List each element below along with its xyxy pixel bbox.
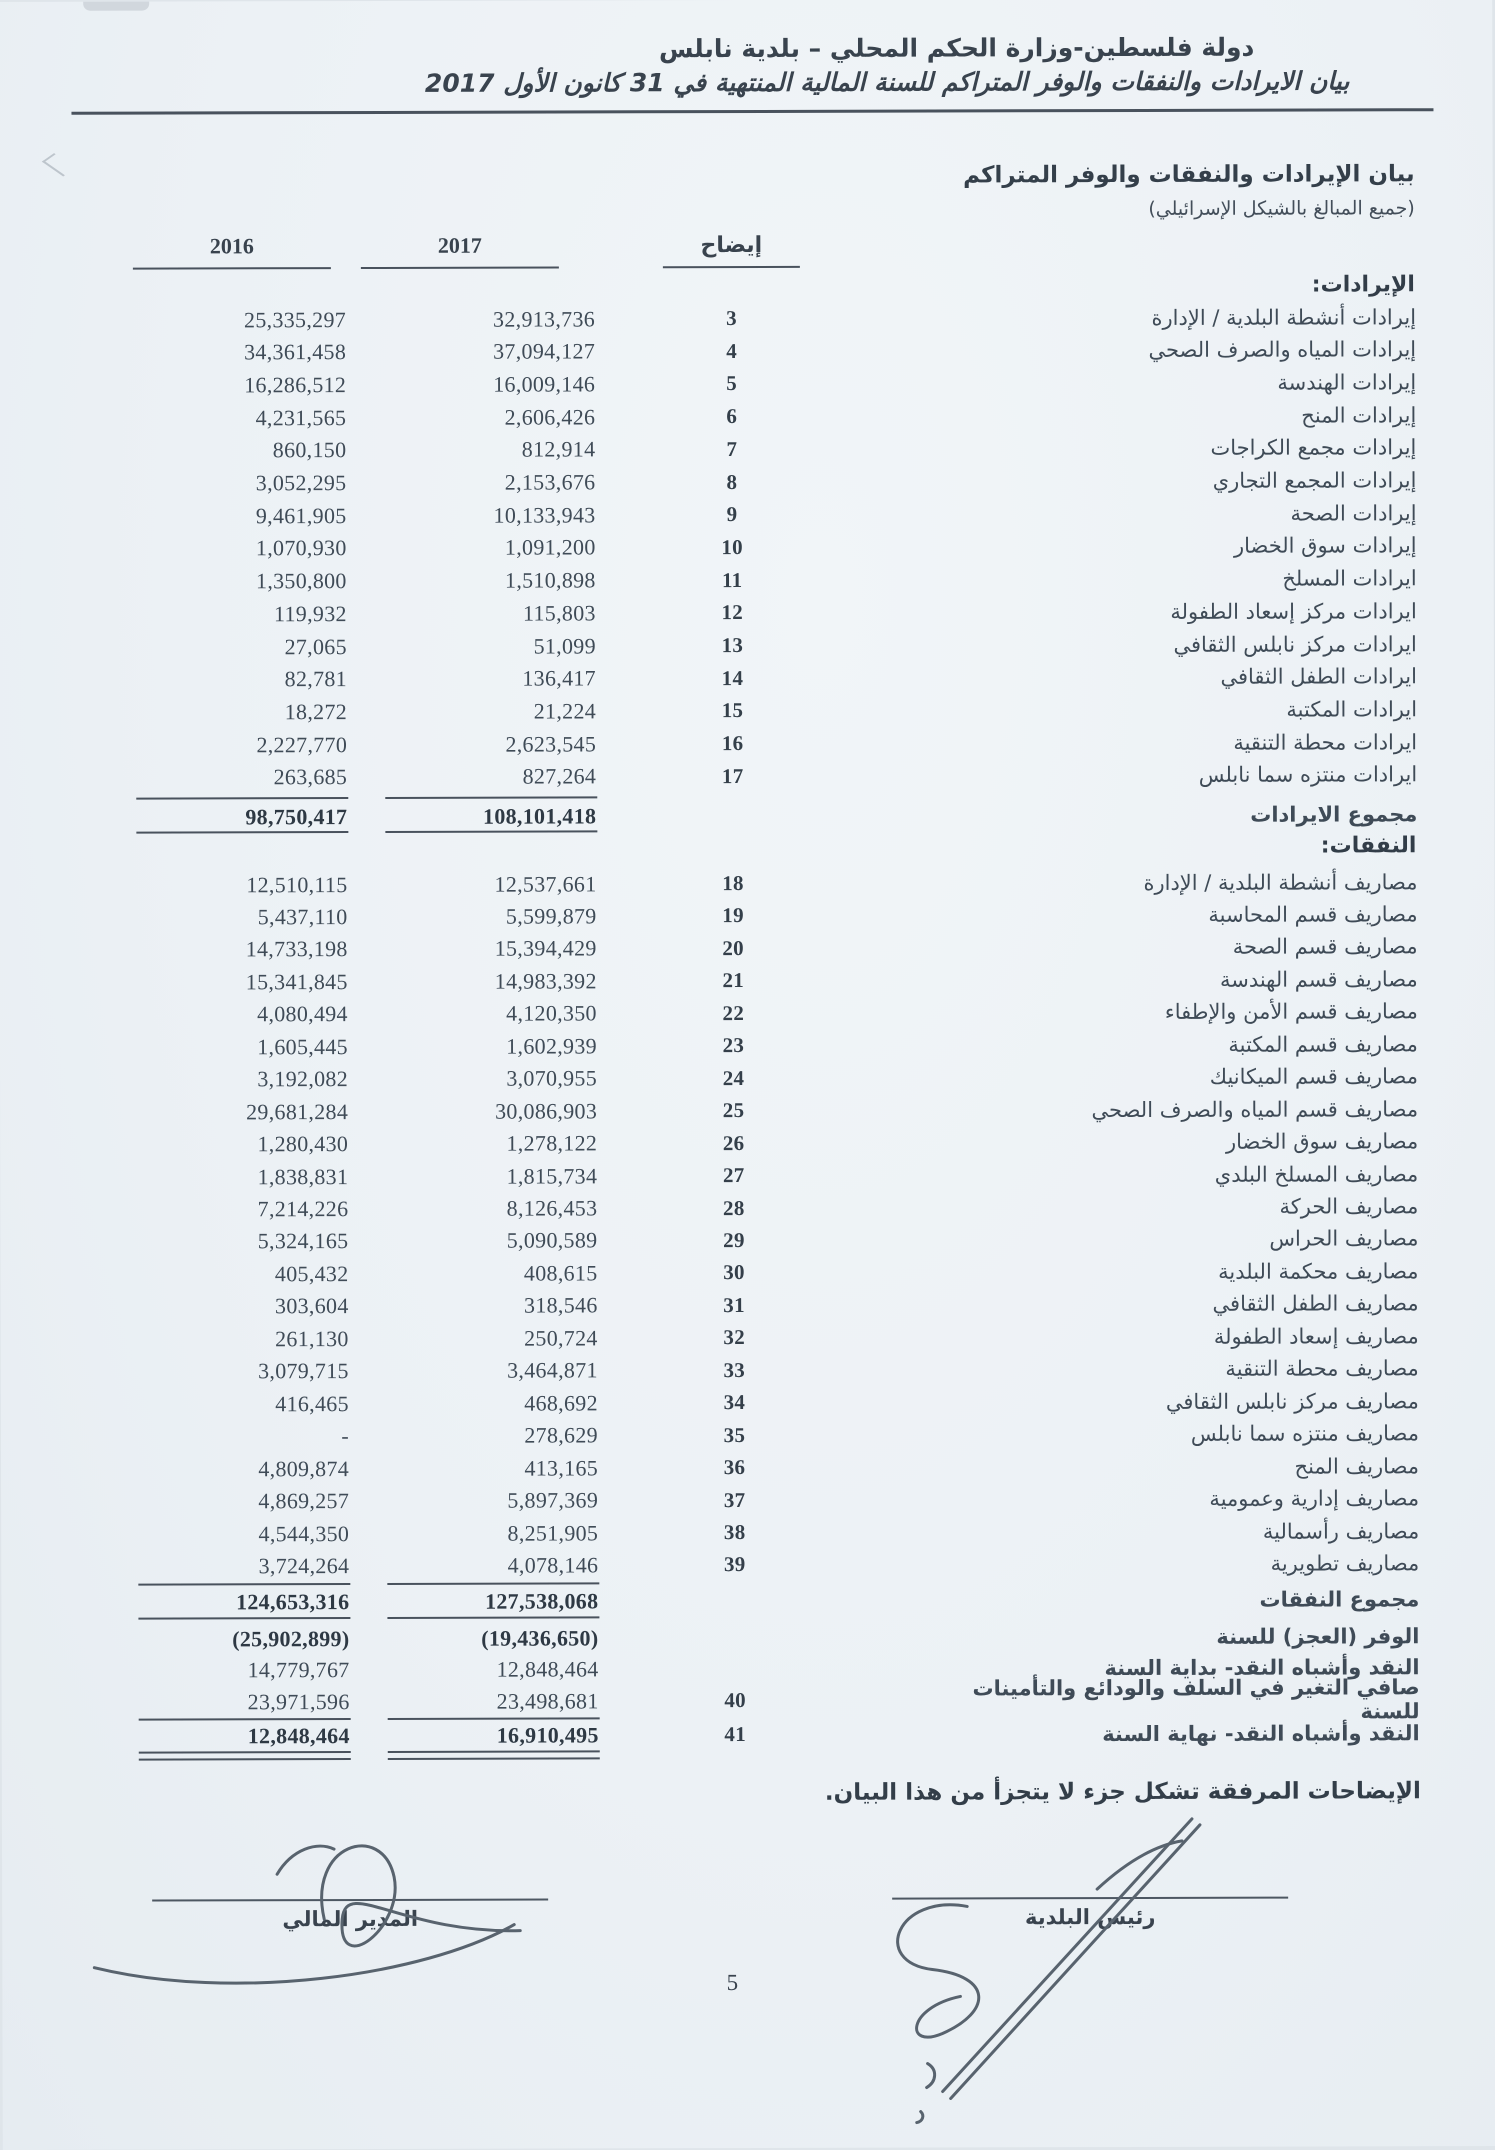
expense-row (0, 1157, 1495, 1194)
value-2016: 1,070,930 (255, 535, 347, 561)
value-2017: 10,133,943 (493, 502, 596, 528)
row-label: مصاريف رأسمالية (1262, 1518, 1420, 1544)
value-2017: 408,615 (523, 1260, 598, 1286)
value-2016: 4,809,874 (258, 1455, 350, 1481)
note-number: 21 (722, 968, 745, 993)
row-label: النقد وأشباه النقد- نهاية السنة (1102, 1720, 1420, 1746)
value-2016: 14,733,198 (245, 936, 348, 962)
row-label: مصاريف محطة التنقية (1225, 1356, 1419, 1381)
currency-note: (جميع المبالغ بالشيكل الإسرائيلي) (1148, 197, 1415, 220)
column-header-note: إيضاح (700, 232, 763, 258)
value-2017: 1,815,734 (506, 1162, 598, 1189)
row-label: ايرادات الطفل الثقافي (1220, 664, 1417, 689)
note-number (666, 1621, 803, 1654)
value-2016: 15,341,845 (245, 968, 348, 995)
header-line-entity: دولة فلسطين-وزارة الحكم المحلي – بلدية نابلس (658, 32, 1255, 64)
value-2017: 827,264 (522, 763, 597, 789)
expenses-section-header: النفقات: (1320, 833, 1417, 859)
note-number: 16 (721, 731, 744, 756)
value-2016: 3,192,082 (257, 1066, 349, 1092)
value-2016: 2,227,770 (256, 731, 348, 757)
note-number: 12 (721, 600, 744, 625)
value-2017: 37,094,127 (493, 338, 596, 364)
expense-row (1, 1482, 1495, 1519)
column-header-2017: 2017 (437, 232, 482, 258)
value-2016: 82,781 (284, 666, 347, 692)
value-2017: 5,897,369 (507, 1487, 599, 1513)
revenue-row (0, 398, 1493, 435)
note-number: 35 (723, 1422, 746, 1447)
note-number: 23 (722, 1033, 745, 1058)
value-2016: 3,724,264 (258, 1552, 350, 1579)
row-label: مصاريف إدارية وعمومية (1209, 1486, 1420, 1511)
value-2016: 9,461,905 (255, 502, 347, 528)
note-number: 9 (726, 502, 738, 527)
row-label: مجموع الايرادات (1250, 801, 1418, 827)
note-number: 19 (722, 903, 744, 928)
row-label: ايرادات محطة التنقية (1233, 729, 1418, 755)
expenses-total-rule-below-2017 (387, 1616, 599, 1619)
row-label: ايرادات منتزه سما نابلس (1198, 762, 1418, 788)
expense-row (0, 865, 1495, 902)
pencil-mark (42, 153, 76, 176)
note-number: 13 (721, 633, 744, 658)
note-number: 37 (723, 1487, 746, 1512)
row-label: مصاريف قسم المكتبة (1228, 1031, 1418, 1057)
note-number: 25 (722, 1098, 745, 1123)
note-number: 15 (721, 698, 744, 723)
expense-row (0, 1060, 1495, 1097)
value-2016: 416,465 (275, 1390, 349, 1416)
row-label: ايرادات المكتبة (1286, 697, 1418, 722)
note-number: 7 (726, 436, 738, 461)
value-2017: 15,394,429 (494, 935, 597, 962)
expense-row (0, 1092, 1495, 1129)
row-label: النقد وأشباه النقد- بداية السنة (1104, 1654, 1420, 1680)
expense-row (1, 1384, 1495, 1421)
note-number: 27 (722, 1163, 745, 1188)
value-2016: 4,231,565 (255, 404, 347, 430)
row-label: إيرادات الهندسة (1277, 370, 1417, 395)
value-2017: 812,914 (521, 436, 596, 462)
note-number: 22 (722, 1000, 745, 1025)
value-2016: 7,214,226 (257, 1196, 349, 1222)
row-label: مصاريف الطفل الثقافي (1212, 1291, 1419, 1317)
header-rule (71, 108, 1433, 115)
expense-row (0, 1222, 1495, 1259)
value-2016: 34,361,458 (244, 339, 347, 365)
value-2016: - (341, 1423, 349, 1449)
value-2016: 29,681,284 (246, 1098, 349, 1124)
summary-row (2, 1716, 1495, 1753)
value-2017: 4,078,146 (507, 1552, 599, 1578)
note-number: 24 (722, 1065, 745, 1090)
row-label: مصاريف قسم الصحة (1232, 934, 1418, 960)
row-label: إيرادات المنح (1301, 402, 1417, 428)
note-number: 29 (723, 1227, 745, 1253)
revenues-total-row (0, 797, 1494, 834)
revenue-row (0, 725, 1494, 762)
revenues-total-rule-below-2016 (136, 831, 348, 834)
value-2016: 4,080,494 (257, 1001, 348, 1027)
row-label: مصاريف قسم الميكانيك (1209, 1064, 1419, 1089)
value-2017: 30,086,903 (495, 1098, 598, 1124)
revenue-row (0, 660, 1494, 697)
note-number: 34 (723, 1390, 746, 1415)
expense-row (0, 1027, 1495, 1064)
row-label: مصاريف أنشطة البلدية / الإدارة (1143, 869, 1418, 895)
note-number: 8 (726, 469, 738, 494)
value-2016: 5,324,165 (257, 1228, 349, 1254)
value-2016: 124,653,316 (236, 1588, 350, 1614)
value-2017: 1,091,200 (504, 534, 596, 561)
note-number: 30 (723, 1260, 745, 1285)
value-2017: 5,090,589 (506, 1227, 598, 1254)
ending-cash-double-rule1-2017 (388, 1750, 600, 1753)
value-2017: 3,464,871 (507, 1357, 598, 1383)
revenue-row (0, 365, 1493, 402)
ending-cash-double-rule2-2017 (388, 1757, 600, 1760)
value-2017: 413,165 (524, 1454, 599, 1481)
revenue-row (0, 627, 1494, 664)
expense-row (1, 1449, 1495, 1486)
revenue-row (0, 758, 1494, 795)
note-number: 4 (726, 338, 738, 363)
value-2016: 119,932 (273, 600, 347, 627)
value-2017: 318,546 (523, 1292, 598, 1318)
expense-row (0, 962, 1495, 999)
row-label: مصاريف قسم الهندسة (1219, 967, 1418, 992)
note-number: 32 (723, 1325, 746, 1350)
revenue-row (0, 300, 1493, 337)
notes-footnote: الإيضاحات المرفقة تشكل جزء لا يتجزأ من هذا البيان. (824, 1778, 1421, 1806)
value-2017: 51,099 (533, 632, 596, 659)
row-label: مجموع النفقات (1259, 1586, 1420, 1612)
value-2016: 1,280,430 (257, 1131, 349, 1157)
value-2017: 127,538,068 (485, 1587, 599, 1614)
value-2017: 136,417 (522, 665, 596, 691)
row-label: مصاريف إسعاد الطفولة (1213, 1324, 1419, 1349)
value-2016: 1,838,831 (257, 1163, 349, 1189)
mayor-signature-label: رئيس البلدية (1024, 1904, 1156, 1930)
note-number: 26 (722, 1130, 745, 1155)
row-label: الوفر (العجز) للسنة (1216, 1623, 1420, 1649)
value-2016: 3,079,715 (258, 1358, 349, 1384)
value-2017: 1,510,898 (504, 567, 596, 593)
summary-row (2, 1674, 1495, 1723)
value-2016: 23,971,596 (247, 1688, 350, 1714)
note-number (667, 1652, 804, 1685)
column-rule-2016 (133, 267, 331, 270)
note-number: 18 (722, 871, 744, 896)
revenue-row (0, 529, 1494, 566)
row-label: إيرادات الصحة (1290, 500, 1417, 526)
revenues-section-header: الإيرادات: (1311, 272, 1415, 298)
value-2017: 5,599,879 (505, 903, 597, 929)
row-label: مصاريف قسم الأمن والإطفاء (1164, 999, 1418, 1025)
header-line-statement: بيان الايرادات والنفقات والوفر المتراكم للسنة المالية المنتهية في 31 كانون الأول 2017 (424, 66, 1350, 98)
value-2017: 115,803 (522, 600, 596, 626)
note-number: 6 (726, 404, 738, 429)
row-label: مصاريف مركز نابلس الثقافي (1165, 1388, 1419, 1414)
row-label: مصاريف قسم المحاسبة (1208, 902, 1418, 927)
value-2017: 12,848,464 (496, 1655, 599, 1682)
note-number: 39 (723, 1552, 746, 1577)
expense-row (0, 1190, 1495, 1227)
value-2016: 27,065 (284, 633, 347, 659)
value-2017: 468,692 (524, 1390, 598, 1416)
row-label: إيرادات المياه والصرف الصحي (1148, 337, 1417, 363)
expense-row (1, 1319, 1495, 1356)
value-2016: 98,750,417 (245, 803, 348, 829)
value-2017: 1,278,122 (506, 1130, 598, 1156)
row-label: إيرادات أنشطة البلدية / الإدارة (1151, 304, 1417, 330)
value-2016: 4,869,257 (258, 1488, 350, 1514)
scan-edge-smudge (83, 2, 149, 11)
note-number: 20 (722, 935, 744, 960)
value-2016: 1,605,445 (257, 1033, 348, 1060)
expense-row (0, 1254, 1495, 1291)
note-number: 31 (723, 1292, 745, 1317)
value-2017: 14,983,392 (494, 968, 597, 994)
value-2016: 5,437,110 (257, 903, 348, 930)
row-label: مصاريف المنح (1294, 1453, 1420, 1479)
row-label: مصاريف الحركة (1279, 1194, 1419, 1219)
mayor-handwritten-signature (842, 1811, 1273, 2132)
value-2017: 32,913,736 (492, 305, 596, 332)
row-label: مصاريف تطويرية (1270, 1551, 1420, 1576)
value-2016: 263,685 (273, 764, 348, 790)
value-2016: 4,544,350 (258, 1520, 350, 1546)
expense-row (1, 1287, 1495, 1324)
row-label: ايرادات مركز إسعاد الطفولة (1170, 599, 1417, 624)
row-label: صافي التغير في السلف والودائع والتأمينات للسنة (972, 1674, 1420, 1723)
note-number: 5 (726, 371, 738, 396)
value-2016: 12,510,115 (246, 871, 348, 897)
revenue-row (0, 692, 1494, 729)
row-label: مصاريف محكمة البلدية (1218, 1259, 1419, 1284)
statement-title: بيان الإيرادات والنفقات والوفر المتراكم (963, 161, 1415, 189)
row-label: إيرادات سوق الخضار (1233, 533, 1417, 559)
revenue-row (0, 333, 1493, 370)
row-label: ايرادات مركز نابلس الثقافي (1173, 631, 1417, 657)
expense-row (1, 1417, 1495, 1454)
value-2017: 16,910,495 (496, 1721, 599, 1748)
value-2016: (25,902,899) (232, 1625, 350, 1651)
row-label: مصاريف منتزه سما نابلس (1190, 1421, 1419, 1446)
value-2017: 12,537,661 (494, 870, 597, 897)
note-number: 36 (723, 1455, 746, 1480)
value-2017: 8,126,453 (506, 1195, 598, 1221)
row-label: مصاريف الحراس (1269, 1226, 1419, 1252)
value-2017: 21,224 (533, 698, 597, 724)
row-label: مصاريف المسلخ البلدي (1214, 1161, 1419, 1187)
expense-row (1, 1352, 1495, 1389)
value-2016: 14,779,767 (247, 1656, 350, 1682)
note-number: 33 (723, 1357, 746, 1382)
value-2017: (19,436,650) (481, 1624, 599, 1651)
note-number: 41 (724, 1722, 747, 1747)
ending-cash-double-rule1-2016 (139, 1751, 351, 1754)
row-label: إيرادات مجمع الكراجات (1210, 435, 1417, 461)
value-2016: 1,350,800 (255, 568, 347, 594)
value-2017: 250,724 (524, 1325, 598, 1351)
value-2017: 16,009,146 (493, 371, 596, 397)
note-number: 40 (724, 1688, 746, 1713)
value-2017: 2,606,426 (504, 403, 596, 430)
value-2016: 303,604 (274, 1293, 349, 1319)
expense-row (0, 930, 1495, 967)
column-header-2016: 2016 (209, 233, 254, 259)
value-2016: 25,335,297 (243, 306, 347, 332)
row-label: إيرادات المجمع التجاري (1212, 468, 1417, 493)
value-2017: 4,120,350 (506, 1000, 597, 1026)
column-rule-2017 (361, 266, 559, 269)
row-label: مصاريف قسم المياه والصرف الصحي (1091, 1096, 1419, 1122)
page-number: 5 (726, 1970, 739, 1996)
expense-row (0, 1125, 1495, 1162)
note-number: 38 (723, 1520, 746, 1545)
value-2017: 1,602,939 (506, 1033, 597, 1059)
ending-cash-double-rule2-2016 (139, 1758, 351, 1761)
value-2016: 3,052,295 (255, 470, 347, 496)
value-2016: 261,130 (275, 1325, 349, 1352)
revenue-row (0, 562, 1494, 599)
value-2017: 23,498,681 (496, 1687, 599, 1714)
note-number: 11 (721, 567, 743, 592)
expense-row (1, 1546, 1495, 1583)
expenses-total-row (1, 1582, 1495, 1619)
revenue-row (0, 464, 1493, 501)
expense-row (0, 995, 1495, 1032)
value-2017: 2,153,676 (504, 469, 596, 495)
finance-director-handwritten-signature (82, 1818, 572, 1989)
revenue-row (0, 594, 1494, 631)
revenue-row (0, 431, 1493, 468)
expenses-total-rule-below-2016 (138, 1617, 350, 1620)
note-number: 3 (726, 306, 737, 331)
note-number: 17 (721, 763, 744, 788)
expense-row (0, 897, 1495, 934)
value-2017: 3,070,955 (506, 1065, 598, 1091)
revenues-total-rule-below-2017 (385, 830, 597, 833)
note-number (664, 799, 801, 832)
note-number: 14 (721, 665, 744, 690)
note-number (666, 1584, 803, 1617)
revenue-row (0, 496, 1494, 533)
note-number: 10 (721, 534, 743, 559)
value-2016: 405,432 (274, 1260, 349, 1287)
value-2016: 860,150 (272, 437, 347, 463)
value-2016: 16,286,512 (244, 371, 347, 398)
column-rule-note (663, 266, 800, 268)
note-number: 28 (723, 1195, 745, 1220)
expense-row (1, 1514, 1495, 1551)
value-2016: 12,848,464 (247, 1722, 350, 1748)
value-2017: 8,251,905 (507, 1519, 599, 1546)
row-label: ايرادات المسلخ (1282, 566, 1417, 591)
value-2016: 18,272 (284, 698, 348, 725)
value-2017: 278,629 (524, 1422, 598, 1448)
value-2017: 2,623,545 (505, 730, 597, 757)
finance-director-signature-label: المدير المالي (282, 1906, 419, 1932)
row-label: مصاريف سوق الخضار (1225, 1129, 1419, 1154)
value-2017: 108,101,418 (482, 802, 597, 829)
